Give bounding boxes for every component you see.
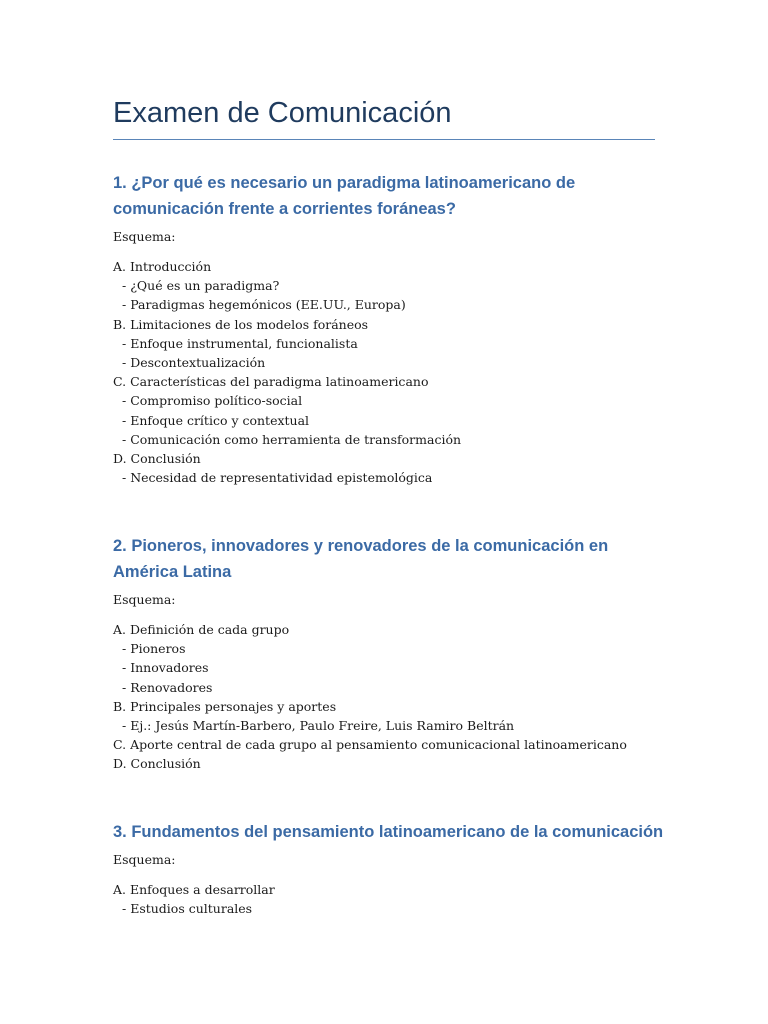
outline-item: A. Enfoques a desarrollar [113,882,275,897]
outline-subitem: - Pioneros [122,641,186,657]
outline-label-2: Esquema: [113,592,176,607]
outline-subitem: - Enfoque instrumental, funcionalista [122,335,358,351]
outline-subitem: - Descontextualización [122,355,266,371]
outline-item: D. Conclusión [113,451,201,467]
document-title: Examen de Comunicación [113,97,452,129]
question-heading-2: 2. Pioneros, innovadores y renovadores de la comunicación en América Latina [113,537,609,581]
outline-subitem: - Estudios culturales [122,901,253,917]
outline-subitem: - ¿Qué es un paradigma? [122,278,280,294]
outline-item: C. Aporte central de cada grupo al pensamiento comunicacional latinoamericano [113,737,627,753]
question-heading-1: 1. ¿Por qué es necesario un paradigma latinoamericano de comunicación frente a corrientes foráneas? [113,174,576,218]
outline-subitem: - Comunicación como herramienta de transformación [122,431,462,447]
outline-subitem: - Paradigmas hegemónicos (EE.UU., Europa) [122,297,406,313]
outline-subitem: - Ej.: Jesús Martín-Barbero, Paulo Freire, Luis Ramiro Beltrán [122,718,515,734]
outline-2 [113,620,673,774]
question-section-1 [113,170,673,487]
outline-subitem: - Compromiso político-social [122,393,303,409]
outline-label-1: Esquema: [113,229,176,244]
outline-label-3: Esquema: [113,852,176,867]
question-heading-3: 3. Fundamentos del pensamiento latinoamericano de la comunicación [113,823,664,841]
outline-subitem: - Necesidad de representatividad epistemológica [122,470,433,486]
title-divider [113,139,655,140]
outline-item: A. Definición de cada grupo [113,622,290,637]
outline-item: A. Introducción [113,259,212,274]
outline-item: C. Características del paradigma latinoamericano [113,374,429,390]
outline-3 [113,880,673,918]
question-section-3 [113,819,673,918]
outline-item: B. Limitaciones de los modelos foráneos [113,316,369,332]
outline-1 [113,257,673,487]
outline-subitem: - Renovadores [122,679,213,695]
outline-subitem: - Innovadores [122,660,209,676]
outline-item: B. Principales personajes y aportes [113,698,337,714]
outline-item: D. Conclusión [113,756,201,772]
outline-subitem: - Enfoque crítico y contextual [122,412,310,428]
question-section-2 [113,533,673,774]
